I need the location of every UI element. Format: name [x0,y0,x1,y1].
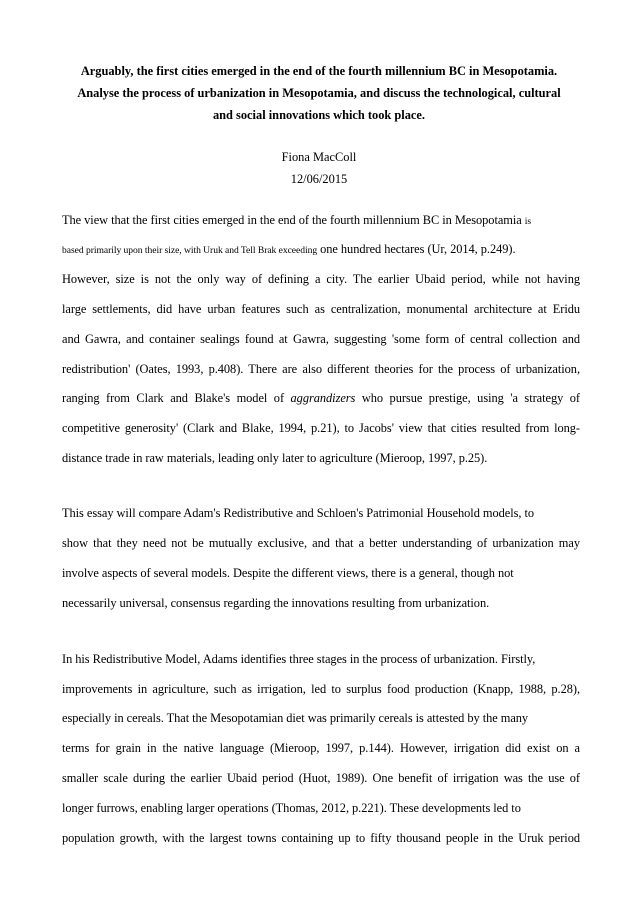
paragraph-3-line-2: improvements in agriculture, such as irrigation, led to surplus food production (Knapp, 1988, p.28), [62,682,580,696]
paragraph-1-line-3: However, size is not the only way of defining a city. The earlier Ubaid period, while not having [62,272,580,286]
paragraph-3-line-7: population growth, with the largest towns containing up to fifty thousand people in the Uruk period [62,831,580,845]
paragraph-1-line-7 [62,389,580,407]
paragraph-1-line-8: competitive generosity' (Clark and Blake, 1994, p.21), to Jacobs' view that cities resulted from long- [62,421,580,435]
paragraph-2-line-4: necessarily universal, consensus regarding the innovations resulting from urbanization. [62,596,490,610]
paragraph-3-line-6: longer furrows, enabling larger operations (Thomas, 2012, p.221). These developments led to [62,801,521,815]
paragraph-2-line-3: involve aspects of several models. Despite the different views, there is a general, though not [62,566,514,580]
text-run: ranging from Clark and Blake's model of [62,391,291,405]
text-run: who pursue prestige, using 'a strategy of [355,391,580,405]
paragraph-2-line-2: show that they need not be mutually exclusive, and that a better understanding of urbanization may [62,536,580,550]
paragraph-3-line-5: smaller scale during the earlier Ubaid period (Huot, 1989). One benefit of irrigation was the use of [62,771,580,785]
text-run: The view that the first cities emerged in the end of the fourth millennium BC in Mesopotamia [62,213,525,227]
paragraph-3-line-3: especially in cereals. That the Mesopotamian diet was primarily cereals is attested by the many [62,711,529,725]
paragraph-1-line-2 [62,240,580,260]
paragraph-3-line-4: terms for grain in the native language (Mieroop, 1997, p.144). However, irrigation did exist on a [62,741,580,755]
title-line-3: and social innovations which took place. [212,108,426,122]
text-run-small: is [524,216,532,227]
author-name: Fiona MacColl [281,150,357,164]
italic-term: aggrandizers [290,391,356,405]
paragraph-1-line-5: and Gawra, and container sealings found at Gawra, suggesting 'some form of central collection and [62,332,580,346]
title-line-2: Analyse the process of urbanization in Mesopotamia, and discuss the technological, cultural [77,86,561,100]
text-run: one hundred hectares (Ur, 2014, p.249). [317,242,516,256]
paragraph-1-line-4: large settlements, did have urban features such as centralization, monumental architecture at Eridu [62,302,580,316]
paragraph-2-line-1: This essay will compare Adam's Redistributive and Schloen's Patrimonial Household models, to [62,506,535,520]
text-run-small: based primarily upon their size, with Uruk and Tell Brak exceeding [62,245,318,256]
paragraph-3-line-1: In his Redistributive Model, Adams identifies three stages in the process of urbanization. Firstly, [62,652,536,666]
author-date: 12/06/2015 [290,172,348,186]
paragraph-1-line-1 [62,211,580,231]
title-line-1: Arguably, the first cities emerged in the end of the fourth millennium BC in Mesopotamia. [80,64,558,78]
essay-title [40,60,598,126]
paragraph-1-line-6: redistribution' (Oates, 1993, p.408). There are also different theories for the process of urbanization, [62,362,580,376]
paragraph-1-line-9: distance trade in raw materials, leading only later to agriculture (Mieroop, 1997, p.25). [62,451,488,465]
